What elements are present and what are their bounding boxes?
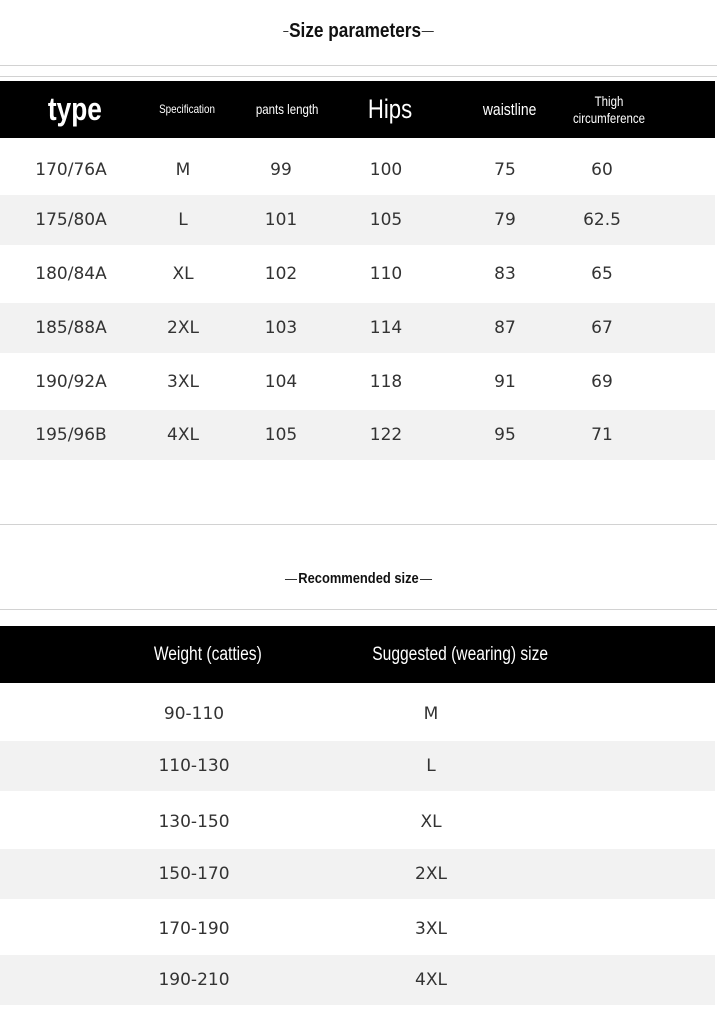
divider-line <box>0 524 717 525</box>
thigh-cell: 65 <box>591 264 613 284</box>
waistline-cell: 87 <box>494 318 516 338</box>
weight-cell: 110-130 <box>158 756 230 776</box>
title-dash-right <box>420 579 432 580</box>
type-cell: 180/84A <box>35 264 107 284</box>
title-dash-left <box>283 31 288 32</box>
type-cell: 170/76A <box>35 160 107 180</box>
pants-length-cell: 105 <box>264 425 298 445</box>
weight-cell: 90-110 <box>163 704 225 724</box>
header-thigh-circumference: Thigh circumference <box>572 93 646 126</box>
weight-cell: 150-170 <box>158 864 230 884</box>
waistline-cell: 91 <box>494 372 516 392</box>
header-suggested-size: Suggested (wearing) size <box>372 643 548 665</box>
table-row <box>0 849 715 899</box>
thigh-cell: 67 <box>591 318 613 338</box>
hips-cell: 118 <box>369 372 403 392</box>
waistline-cell: 95 <box>494 425 516 445</box>
suggested-size-cell: 3XL <box>415 919 447 939</box>
thigh-cell: 60 <box>591 160 613 180</box>
table-row <box>0 797 715 847</box>
pants-length-cell: 99 <box>270 160 292 180</box>
hips-cell: 122 <box>369 425 403 445</box>
size-table-header <box>0 81 715 138</box>
header-type: type <box>48 91 102 128</box>
suggested-size-cell: XL <box>420 812 442 832</box>
table-row <box>0 357 715 407</box>
table-row <box>0 303 715 353</box>
suggested-size-cell: 2XL <box>415 864 447 884</box>
header-weight: Weight (catties) <box>153 643 262 665</box>
recommended-size-title <box>50 570 667 587</box>
suggested-size-cell: M <box>423 704 439 724</box>
waistline-cell: 79 <box>494 210 516 230</box>
specification-cell: XL <box>172 264 194 284</box>
title-dash-right <box>422 31 434 32</box>
size-parameters-title <box>50 20 667 43</box>
waistline-cell: 75 <box>494 160 516 180</box>
specification-cell: L <box>178 210 188 230</box>
type-cell: 195/96B <box>35 425 107 445</box>
suggested-size-cell: 4XL <box>415 970 447 990</box>
table-row <box>0 145 715 195</box>
weight-cell: 190-210 <box>158 970 230 990</box>
specification-cell: M <box>175 160 191 180</box>
weight-cell: 130-150 <box>158 812 230 832</box>
recommended-table-header <box>0 626 715 683</box>
hips-cell: 110 <box>369 264 403 284</box>
thigh-cell: 69 <box>591 372 613 392</box>
title-dash-left <box>285 579 297 580</box>
table-row <box>0 410 715 460</box>
specification-cell: 2XL <box>167 318 199 338</box>
type-cell: 185/88A <box>35 318 107 338</box>
waistline-cell: 83 <box>494 264 516 284</box>
specification-cell: 3XL <box>167 372 199 392</box>
type-cell: 175/80A <box>35 210 107 230</box>
table-row <box>0 955 715 1005</box>
recommended-size-title-text: Recommended size <box>298 570 419 587</box>
pants-length-cell: 104 <box>264 372 298 392</box>
pants-length-cell: 101 <box>264 210 298 230</box>
specification-cell: 4XL <box>167 425 199 445</box>
hips-cell: 105 <box>369 210 403 230</box>
table-row <box>0 249 715 299</box>
thigh-cell: 71 <box>591 425 613 445</box>
table-row <box>0 904 715 954</box>
table-row <box>0 195 715 245</box>
size-parameters-title-text: Size parameters <box>289 20 422 42</box>
divider-line <box>0 609 717 610</box>
pants-length-cell: 103 <box>264 318 298 338</box>
header-specification: Specification <box>159 101 216 116</box>
divider-line <box>0 65 717 66</box>
suggested-size-cell: L <box>426 756 436 776</box>
thigh-cell: 62.5 <box>583 210 621 230</box>
type-cell: 190/92A <box>35 372 107 392</box>
table-row <box>0 689 715 739</box>
weight-cell: 170-190 <box>158 919 230 939</box>
table-row <box>0 741 715 791</box>
pants-length-cell: 102 <box>264 264 298 284</box>
header-hips: Hips <box>367 93 413 124</box>
divider-line <box>0 76 717 77</box>
hips-cell: 100 <box>369 160 403 180</box>
header-waistline: waistline <box>483 99 537 119</box>
hips-cell: 114 <box>369 318 403 338</box>
header-pants-length: pants length <box>256 101 319 118</box>
